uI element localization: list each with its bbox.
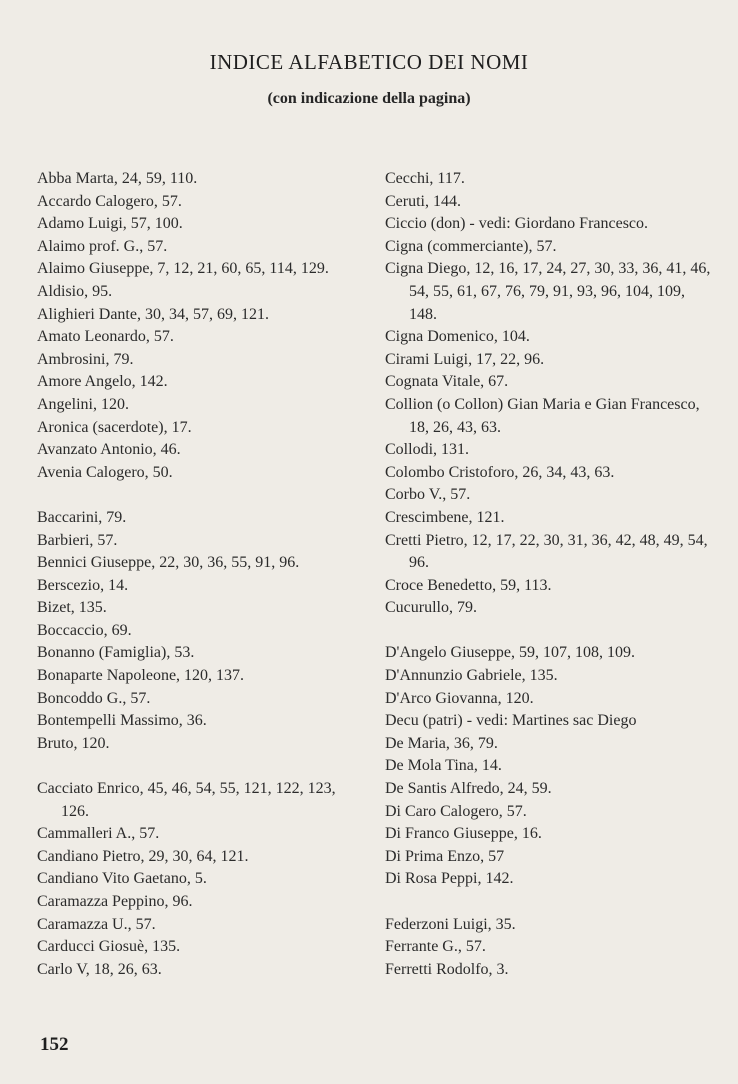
index-entry: Alaimo Giuseppe, 7, 12, 21, 60, 65, 114, 129. bbox=[37, 260, 329, 278]
index-entry: Caramazza Peppino, 96. bbox=[37, 893, 193, 910]
index-entry: D'Annunzio Gabriele, 135. bbox=[385, 667, 558, 685]
index-entry: Cacciato Enrico, 45, 46, 54, 55, 121, 122, 123, 126. bbox=[37, 780, 336, 820]
index-entry: Amore Angelo, 142. bbox=[37, 373, 168, 391]
index-entry: Di Franco Giuseppe, 16. bbox=[385, 825, 542, 843]
index-entry: Amato Leonardo, 57. bbox=[37, 328, 174, 346]
index-entry: Corbo V., 57. bbox=[385, 486, 471, 504]
index-entry: Avenia Calogero, 50. bbox=[37, 463, 173, 481]
index-entry: Cognata Vitale, 67. bbox=[385, 373, 509, 391]
index-entry: Bizet, 135. bbox=[37, 599, 107, 617]
index-entry: Candiano Pietro, 29, 30, 64, 121. bbox=[37, 847, 249, 865]
index-entry: Bennici Giuseppe, 22, 30, 36, 55, 91, 96. bbox=[37, 554, 300, 572]
index-entry: Alaimo prof. G., 57. bbox=[37, 237, 168, 255]
index-entry: Bonanno (Famiglia), 53. bbox=[37, 644, 195, 662]
index-entry: Cigna Diego, 12, 16, 17, 24, 27, 30, 33, 36, 41, 46, 54, 55, 61, 67, 76, 79, 91, 93, 96, 104, 109, 148. bbox=[385, 260, 711, 323]
index-entry: Baccarini, 79. bbox=[37, 508, 127, 526]
index-entry: Aldisio, 95. bbox=[37, 282, 113, 300]
index-entry: D'Arco Giovanna, 120. bbox=[385, 689, 534, 707]
index-entry: De Mola Tina, 14. bbox=[385, 757, 502, 775]
index-column-right bbox=[385, 168, 715, 981]
index-entry: Caramazza U., 57. bbox=[37, 915, 156, 933]
index-entry: Adamo Luigi, 57, 100. bbox=[37, 215, 183, 233]
index-entry: Candiano Vito Gaetano, 5. bbox=[37, 870, 207, 888]
index-entry: Ferrante G., 57. bbox=[385, 938, 486, 956]
index-entry: Cecchi, 117. bbox=[385, 170, 465, 187]
index-entry: Bontempelli Massimo, 36. bbox=[37, 712, 207, 730]
index-entry: Cammalleri A., 57. bbox=[37, 825, 160, 843]
index-entry: Ciccio (don) - vedi: Giordano Francesco. bbox=[385, 215, 649, 233]
index-entry: Crescimbene, 121. bbox=[385, 508, 505, 526]
section-gap bbox=[385, 620, 715, 643]
index-entry: D'Angelo Giuseppe, 59, 107, 108, 109. bbox=[385, 644, 635, 662]
index-entry: Cigna Domenico, 104. bbox=[385, 328, 530, 346]
index-entry: Croce Benedetto, 59, 113. bbox=[385, 576, 552, 594]
page-subtitle: (con indicazione della pagina) bbox=[267, 90, 471, 107]
index-entry: Ambrosini, 79. bbox=[37, 350, 134, 368]
index-entry: Collodi, 131. bbox=[385, 441, 470, 459]
index-entry: Collion (o Collon) Gian Maria e Gian Francesco, 18, 26, 43, 63. bbox=[385, 395, 700, 436]
section-gap bbox=[37, 755, 367, 778]
index-entry: Cretti Pietro, 12, 17, 22, 30, 31, 36, 42, 48, 49, 54, 96. bbox=[385, 531, 708, 572]
index-entry: De Santis Alfredo, 24, 59. bbox=[385, 780, 552, 798]
index-entry: Accardo Calogero, 57. bbox=[37, 192, 182, 210]
index-entry: Bruto, 120. bbox=[37, 734, 110, 752]
index-entry: Angelini, 120. bbox=[37, 395, 129, 413]
section-gap bbox=[37, 484, 367, 507]
index-entry: Ferretti Rodolfo, 3. bbox=[385, 960, 509, 978]
index-entry: Decu (patri) - vedi: Martines sac Diego bbox=[385, 712, 637, 730]
index-entry: Aronica (sacerdote), 17. bbox=[37, 418, 192, 436]
index-entry: Carducci Giosuè, 135. bbox=[37, 938, 181, 956]
index-entry: Cucurullo, 79. bbox=[385, 599, 477, 617]
index-column-left bbox=[37, 168, 367, 981]
index-entry: Alighieri Dante, 30, 34, 57, 69, 121. bbox=[37, 305, 269, 323]
index-entry: Carlo V, 18, 26, 63. bbox=[37, 960, 162, 978]
index-entry: Berscezio, 14. bbox=[37, 576, 129, 594]
index-entry: Ceruti, 144. bbox=[385, 192, 461, 210]
index-entry: Barbieri, 57. bbox=[37, 531, 118, 549]
index-entry: Colombo Cristoforo, 26, 34, 43, 63. bbox=[385, 463, 615, 481]
index-entry: Boncoddo G., 57. bbox=[37, 689, 151, 707]
index-entry: Federzoni Luigi, 35. bbox=[385, 915, 516, 933]
index-entry: Di Rosa Peppi, 142. bbox=[385, 870, 514, 888]
index-entry: Avanzato Antonio, 46. bbox=[37, 441, 181, 459]
index-entry: De Maria, 36, 79. bbox=[385, 734, 498, 752]
index-entry: Cirami Luigi, 17, 22, 96. bbox=[385, 350, 545, 368]
index-entry: Di Caro Calogero, 57. bbox=[385, 802, 527, 820]
section-gap bbox=[385, 891, 715, 914]
index-entry: Cigna (commerciante), 57. bbox=[385, 237, 557, 255]
page-number: 152 bbox=[40, 1034, 69, 1055]
index-entry: Boccaccio, 69. bbox=[37, 621, 132, 639]
index-entry: Di Prima Enzo, 57 bbox=[385, 847, 505, 865]
page-title: INDICE ALFABETICO DEI NOMI bbox=[209, 50, 529, 74]
index-entry: Abba Marta, 24, 59, 110. bbox=[37, 170, 198, 187]
index-entry: Bonaparte Napoleone, 120, 137. bbox=[37, 667, 245, 685]
